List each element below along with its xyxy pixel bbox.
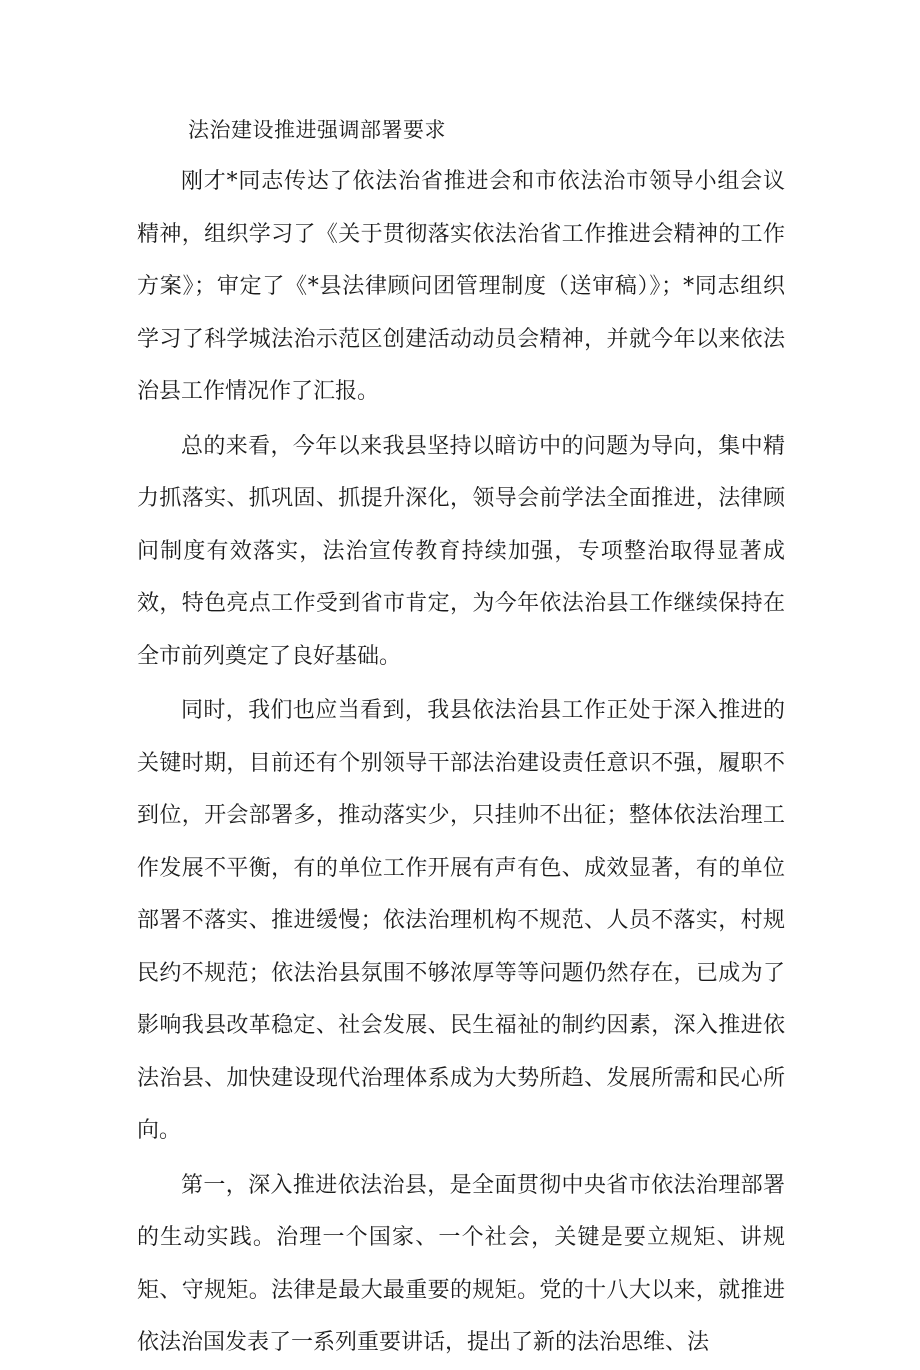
- document-body: [137, 104, 785, 1370]
- paragraph-1: 刚才*同志传达了依法治省推进会和市依法治市领导小组会议精神，组织学习了《关于贯彻落实依法治省工作推进会精神的工作方案》；审定了《*县法律顾问团管理制度（送审稿）》；*同志组织学习了科学城法治示范区创建活动动员会精神，并就今年以来依法治县工作情况作了汇报。: [137, 169, 785, 404]
- document-title: 法治建设推进强调部署要求: [188, 118, 446, 142]
- paragraph-3: 同时，我们也应当看到，我县依法治县工作正处于深入推进的关键时期，目前还有个别领导干部法治建设责任意识不强，履职不到位，开会部署多，推动落实少，只挂帅不出征；整体依法治理工作发展不平衡，有的单位工作开展有声有色、成效显著，有的单位部署不落实、推进缓慢；依法治理机构不规范、人员不落实，村规民约不规范；依法治县氛围不够浓厚等等问题仍然存在，已成为了影响我县改革稳定、社会发展、民生福祉的制约因素，深入推进依法治县、加快建设现代治理体系成为大势所趋、发展所需和民心所向。: [137, 698, 785, 1143]
- paragraph-4: 第一，深入推进依法治县，是全面贯彻中央省市依法治理部署的生动实践。治理一个国家、一个社会，关键是要立规矩、讲规矩、守规矩。法律是最大最重要的规矩。党的十八大以来，就推进依法治国发表了一系列重要讲话，提出了新的法治思维、法: [137, 1172, 785, 1355]
- paragraph-2: 总的来看，今年以来我县坚持以暗访中的问题为导向，集中精力抓落实、抓巩固、抓提升深化，领导会前学法全面推进，法律顾问制度有效落实，法治宣传教育持续加强，专项整治取得显著成效，特色亮点工作受到省市肯定，为今年依法治县工作继续保持在全市前列奠定了良好基础。: [137, 433, 785, 669]
